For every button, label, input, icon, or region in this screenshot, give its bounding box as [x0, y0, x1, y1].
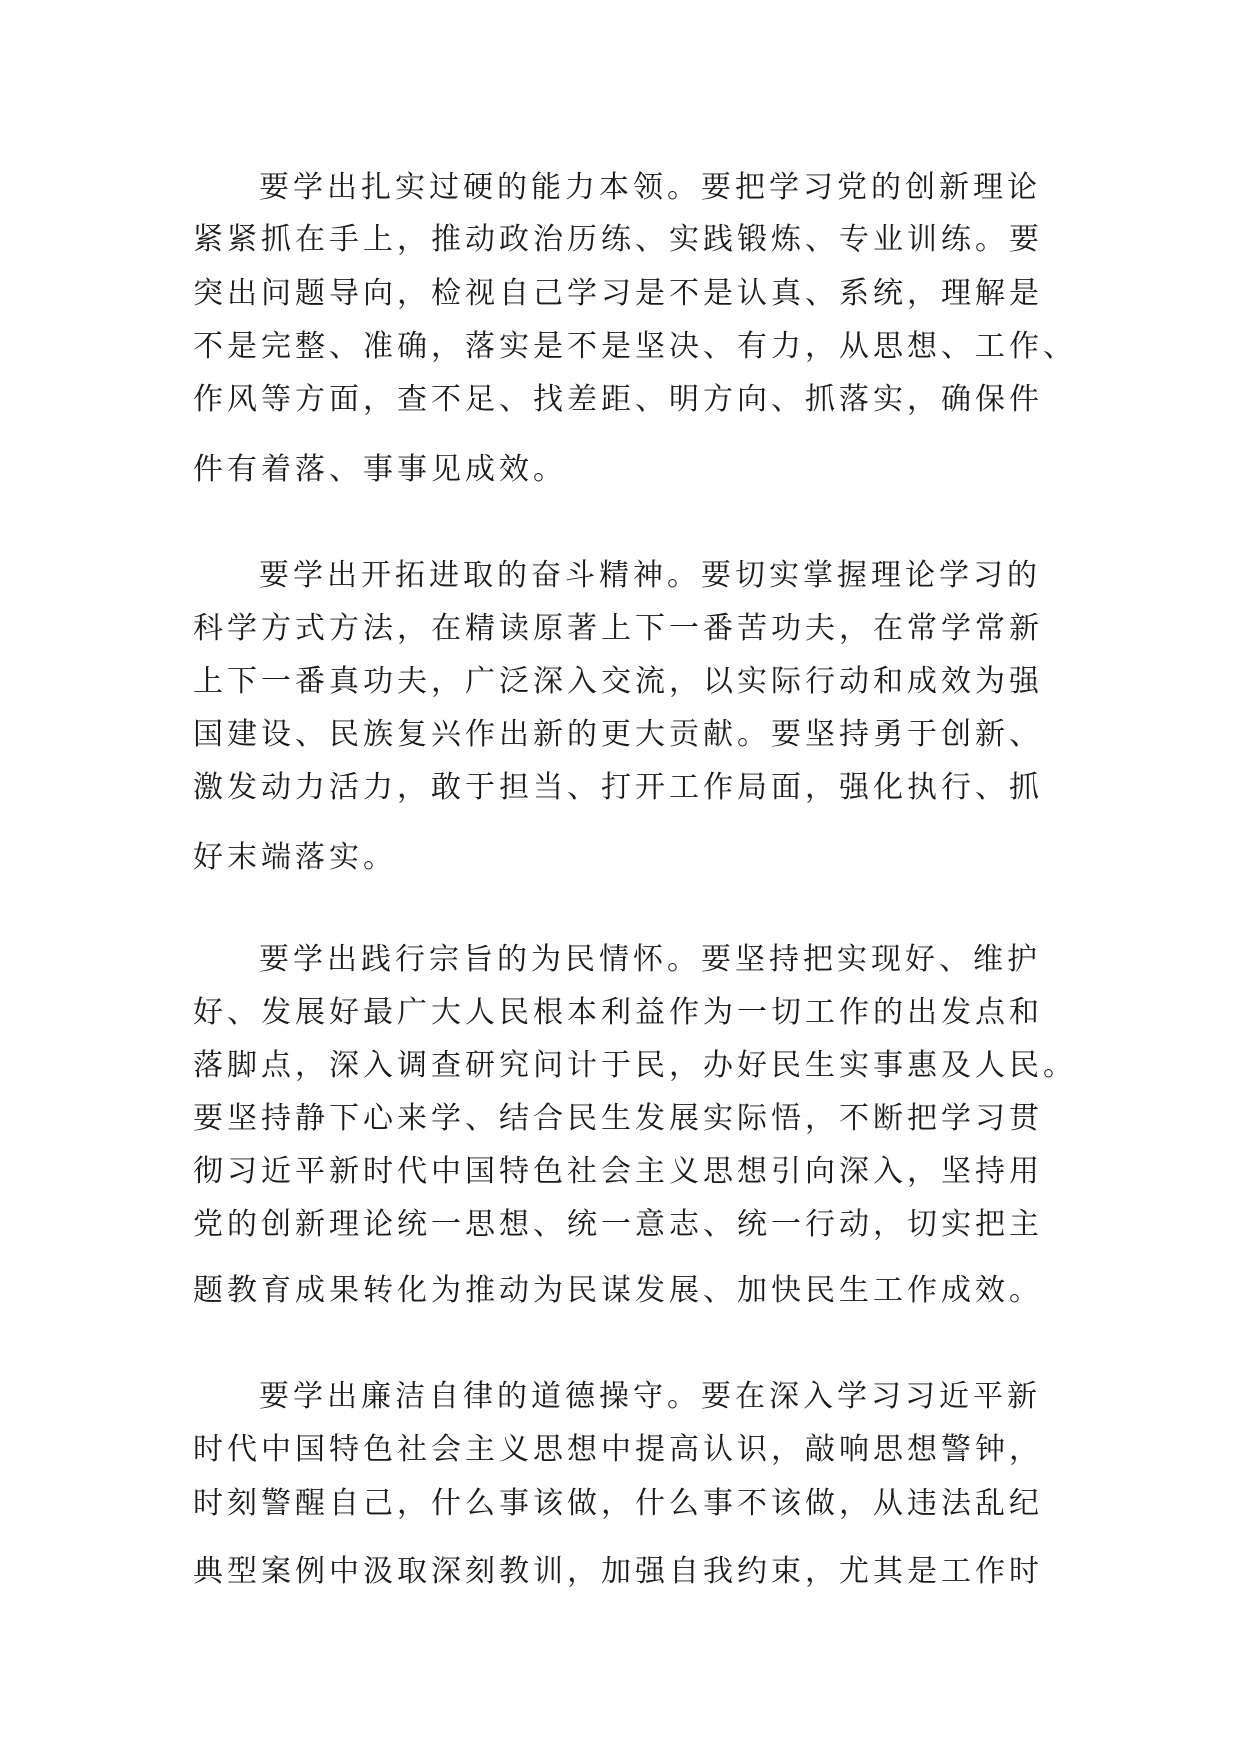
text-line: 好、发展好最广大人民根本利益作为一切工作的出发点和	[193, 995, 1043, 1030]
text-line: 要学出践行宗旨的为民情怀。要坚持把实现好、维护	[259, 942, 1041, 977]
text-line: 彻习近平新时代中国特色社会主义思想引向深入，坚持用	[193, 1154, 1043, 1189]
text-line: 要坚持静下心来学、结合民生发展实际悟，不断把学习贯	[193, 1101, 1043, 1136]
text-line: 紧紧抓在手上，推动政治历练、实践锻炼、专业训练。要	[193, 222, 1043, 257]
text-line: 好末端落实。	[193, 840, 397, 875]
text-line: 要学出扎实过硬的能力本领。要把学习党的创新理论	[259, 170, 1041, 205]
text-line: 要学出开拓进取的奋斗精神。要切实掌握理论学习的	[259, 558, 1041, 593]
text-line: 党的创新理论统一思想、统一意志、统一行动，切实把主	[193, 1207, 1043, 1242]
text-line: 科学方式方法，在精读原著上下一番苦功夫，在常学常新	[193, 611, 1043, 646]
text-line: 件有着落、事事见成效。	[193, 452, 567, 487]
text-line: 上下一番真功夫，广泛深入交流，以实际行动和成效为强	[193, 664, 1043, 699]
text-line: 国建设、民族复兴作出新的更大贡献。要坚持勇于创新、	[193, 717, 1043, 752]
text-line: 要学出廉洁自律的道德操守。要在深入学习习近平新	[259, 1379, 1041, 1414]
text-line: 不是完整、准确，落实是不是坚决、有力，从思想、工作、	[193, 329, 1077, 364]
text-line: 时代中国特色社会主义思想中提高认识，敲响思想警钟，	[193, 1432, 1043, 1467]
text-line: 突出问题导向，检视自己学习是不是认真、系统，理解是	[193, 276, 1043, 311]
text-line: 典型案例中汲取深刻教训，加强自我约束，尤其是工作时	[193, 1554, 1043, 1589]
text-line: 时刻警醒自己，什么事该做，什么事不该做，从违法乱纪	[193, 1486, 1043, 1521]
text-line: 题教育成果转化为推动为民谋发展、加快民生工作成效。	[193, 1273, 1043, 1308]
text-line: 落脚点，深入调查研究问计于民，办好民生实事惠及人民。	[193, 1048, 1077, 1083]
text-line: 作风等方面，查不足、找差距、明方向、抓落实，确保件	[193, 382, 1043, 417]
text-line: 激发动力活力，敢于担当、打开工作局面，强化执行、抓	[193, 770, 1043, 805]
